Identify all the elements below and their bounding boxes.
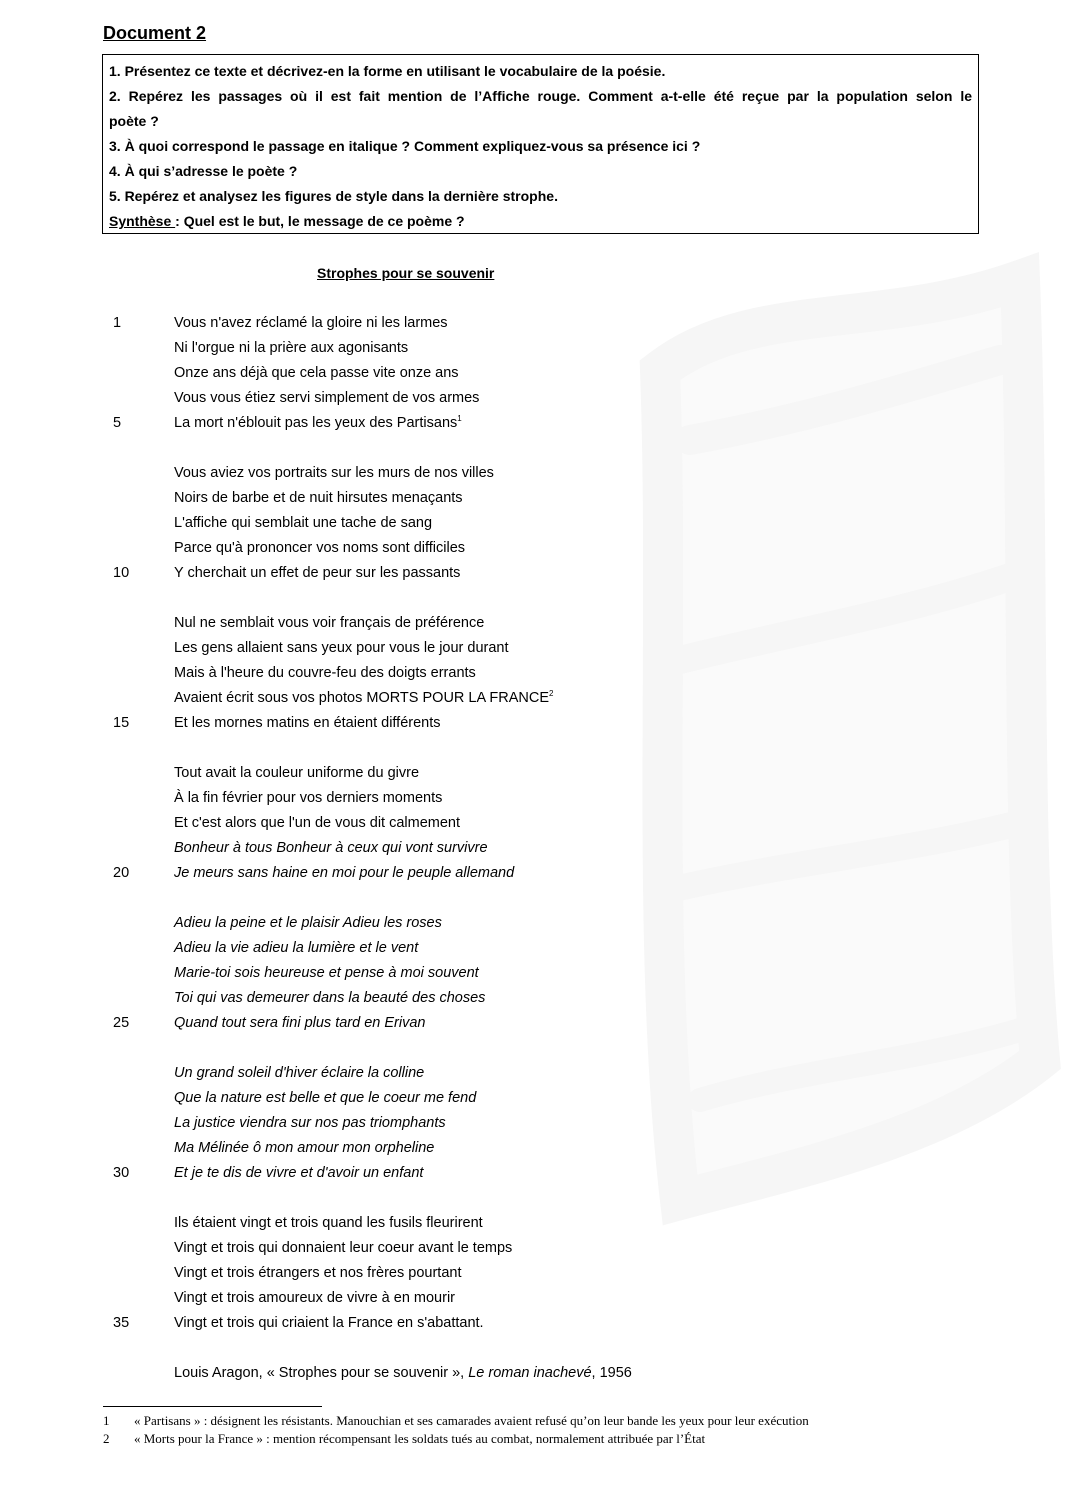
line-text-content: Et c'est alors que l'un de vous dit calmement [174,815,461,831]
questions-box [102,54,979,234]
line-text-content: La justice viendra sur nos pas triomphants [174,1115,446,1131]
footnote-number: 2 [103,1431,110,1446]
line-text-content: Noirs de barbe et de nuit hirsutes menaçants [174,490,463,506]
line-text-content: Ils étaient vingt et trois quand les fusils fleurirent [174,1215,483,1231]
line-text [174,362,459,384]
line-text [174,787,442,809]
line-text [174,562,460,584]
line-text-content: Vingt et trois étrangers et nos frères pourtant [174,1265,462,1281]
line-text [174,662,476,684]
line-text [174,462,494,484]
line-text-content: Vingt et trois qui criaient la France en s'abattant. [174,1315,484,1331]
line-text-content: Bonheur à tous Bonheur à ceux qui vont survivre [174,840,488,856]
line-text-content: Toi qui vas demeurer dans la beauté des choses [174,990,486,1006]
line-text-content: Ni l'orgue ni la prière aux agonisants [174,340,409,356]
line-number: 10 [113,565,130,581]
line-text-content: Et je te dis de vivre et d'avoir un enfant [174,1165,424,1181]
line-text-content: Adieu la peine et le plaisir Adieu les roses [174,915,442,931]
synthese-label: Synthèse [109,213,176,229]
line-text-content: Adieu la vie adieu la lumière et le vent [174,940,419,956]
line-text-content: Vous vous étiez servi simplement de vos armes [174,390,480,406]
line-text [174,1012,425,1034]
line-number: 20 [113,865,130,881]
question-2-line-1: 2. Repérez les passages où il est fait mention de l’Affiche rouge. Comment a-t-elle été reçue par la population selon le [109,88,972,104]
line-text-content: Marie-toi sois heureuse et pense à moi souvent [174,965,479,981]
line-number: 15 [113,715,130,731]
line-text-content: Je meurs sans haine en moi pour le peuple allemand [174,865,515,881]
footnote-marker: 1 [457,414,462,424]
line-text [174,337,408,359]
line-text [174,537,465,559]
line-text [174,687,553,709]
line-text [174,837,488,859]
line-text [174,1237,512,1259]
attribution-prefix: Louis Aragon, « Strophes pour se souvenir », [174,1365,469,1381]
line-text [174,512,432,534]
line-text-content: Parce qu'à prononcer vos noms sont difficiles [174,540,466,556]
line-text-content: Y cherchait un effet de peur sur les passants [174,565,461,581]
line-text [174,412,462,434]
poem-attribution [174,1362,632,1384]
line-text-content: L'affiche qui semblait une tache de sang [174,515,433,531]
line-text [174,1262,461,1284]
poem-title: Strophes pour se souvenir [317,265,495,281]
line-text [174,1162,423,1184]
footnote-marker: 2 [549,689,554,699]
line-text [174,762,419,784]
line-text [174,612,484,634]
footnote-number: 1 [103,1413,110,1428]
line-text-content: La mort n'éblouit pas les yeux des Partisans [174,415,458,431]
line-text-content: Ma Mélinée ô mon amour mon orpheline [174,1140,435,1156]
line-text [174,962,479,984]
question-5: 5. Repérez et analysez les figures de style dans la dernière strophe. [109,188,558,204]
line-text [174,637,509,659]
line-text [174,937,418,959]
background-scribble [600,240,1070,1240]
line-text-content: Onze ans déjà que cela passe vite onze ans [174,365,459,381]
footnote-divider [103,1406,322,1407]
line-text-content: Et les mornes matins en étaient différents [174,715,441,731]
line-number: 25 [113,1015,130,1031]
line-text-content: Avaient écrit sous vos photos MORTS POUR LA FRANCE [174,690,549,706]
line-text [174,312,448,334]
line-number: 5 [113,415,122,431]
line-number: 30 [113,1165,130,1181]
question-3: 3. À quoi correspond le passage en italique ? Comment expliquez-vous sa présence ici ? [109,138,701,154]
line-text [174,1062,424,1084]
question-2-line-2: poète ? [109,113,159,129]
question-1: 1. Présentez ce texte et décrivez-en la forme en utilisant le vocabulaire de la poésie. [109,63,666,79]
line-text [174,987,485,1009]
line-text-content: Mais à l'heure du couvre-feu des doigts errants [174,665,476,681]
line-text-content: Vous aviez vos portraits sur les murs de nos villes [174,465,494,481]
line-text-content: Vingt et trois qui donnaient leur coeur avant le temps [174,1240,513,1256]
line-text-content: Un grand soleil d'hiver éclaire la colline [174,1065,425,1081]
line-text-content: Que la nature est belle et que le coeur me fend [174,1090,477,1106]
line-text-content: À la fin février pour vos derniers moments [174,790,443,806]
line-text [174,387,479,409]
attribution-work-title: Le roman inachevé [468,1365,592,1381]
footnote-text: « Morts pour la France » : mention récompensant les soldats tués au combat, normalement attribuée par l’État [134,1431,706,1446]
line-text-content: Tout avait la couleur uniforme du givre [174,765,420,781]
line-number: 35 [113,1315,130,1331]
synthese-text: : Quel est le but, le message de ce poème ? [175,213,465,229]
line-text-content: Quand tout sera fini plus tard en Erivan [174,1015,426,1031]
line-text [174,912,442,934]
question-4: 4. À qui s’adresse le poète ? [109,163,298,179]
line-text [174,1212,483,1234]
line-text [174,1137,434,1159]
line-text [174,1112,446,1134]
line-text-content: Vingt et trois amoureux de vivre à en mourir [174,1290,456,1306]
footnote-text: « Partisans » : désignent les résistants. Manouchian et ses camarades avaient refusé qu’on leur bande les yeux pour leur exécution [134,1413,809,1428]
synthese-question [109,209,972,234]
line-text [174,487,463,509]
line-text [174,1087,476,1109]
line-text-content: Vous n'avez réclamé la gloire ni les larmes [174,315,448,331]
line-text [174,712,441,734]
line-text-content: Nul ne semblait vous voir français de préférence [174,615,485,631]
attribution-suffix: , 1956 [591,1365,632,1381]
line-text [174,1312,484,1334]
line-text [174,862,514,884]
line-number: 1 [113,315,122,331]
document-title: Document 2 [103,23,207,43]
line-text [174,812,460,834]
line-text [174,1287,455,1309]
line-text-content: Les gens allaient sans yeux pour vous le jour durant [174,640,509,656]
